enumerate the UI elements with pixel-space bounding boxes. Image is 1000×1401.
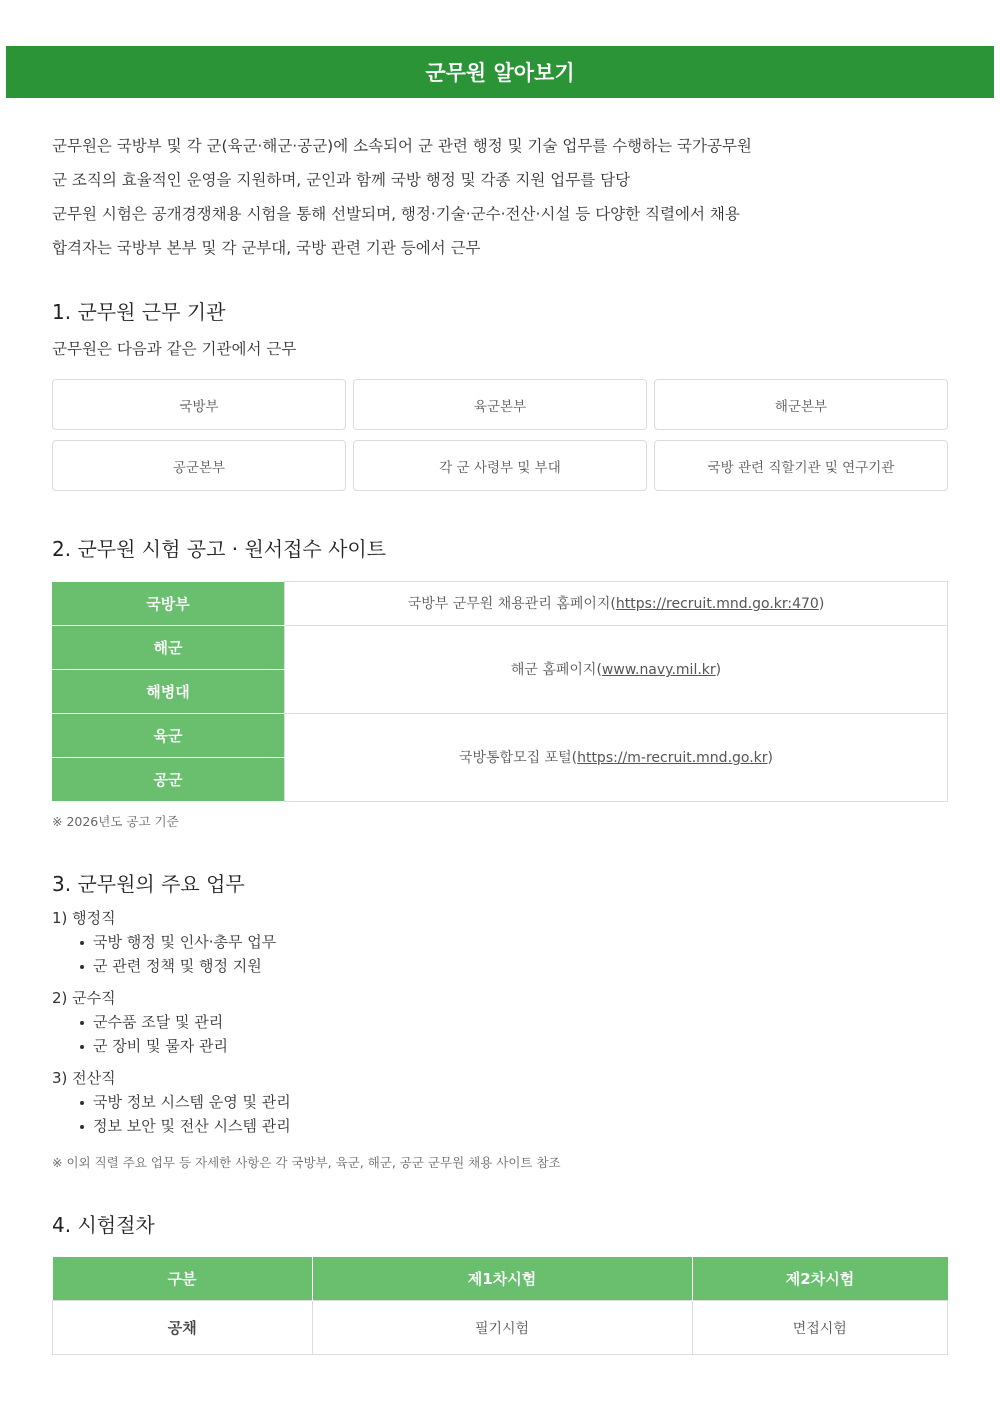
duty-group xyxy=(52,986,948,1058)
site-link-navy[interactable]: www.navy.mil.kr xyxy=(601,662,716,678)
intro-text xyxy=(52,131,948,267)
workplace-card: 해군본부 xyxy=(654,379,948,430)
duty-group xyxy=(52,1066,948,1138)
list-item: 국방 행정 및 인사·총무 업무 xyxy=(93,930,948,954)
duties-note: ※ 이외 직렬 주요 업무 등 자세한 사항은 각 국방부, 육군, 해군, 공군 군무원 채용 사이트 참조 xyxy=(52,1155,561,1170)
section-title-workplaces: 1. 군무원 근무 기관 xyxy=(52,300,226,324)
table-row xyxy=(52,582,948,626)
intro-line: 군무원 시험은 공개경쟁채용 시험을 통해 선발되며, 행정·기술·군수·전산·시설 등 다양한 직렬에서 채용 xyxy=(52,205,740,223)
list-item: 군수품 조달 및 관리 xyxy=(93,1010,948,1034)
table-header: 제1차시험 xyxy=(312,1257,692,1301)
site-cell-mnd xyxy=(285,582,948,626)
duty-group xyxy=(52,906,948,978)
list-item: 군 관련 정책 및 행정 지원 xyxy=(93,954,948,978)
workplace-card: 육군본부 xyxy=(353,379,647,430)
site-text: 국방부 군무원 채용관리 홈페이지( xyxy=(407,596,616,613)
workplace-card: 국방 관련 직할기관 및 연구기관 xyxy=(654,440,948,491)
table-header: 제2차시험 xyxy=(692,1257,948,1301)
section-desc-workplaces: 군무원은 다음과 같은 기관에서 근무 xyxy=(52,340,297,358)
site-head-mnd: 국방부 xyxy=(52,582,285,626)
section-title-duties: 3. 군무원의 주요 업무 xyxy=(52,872,245,896)
site-head-army: 육군 xyxy=(52,713,285,757)
table-cell: 공채 xyxy=(53,1301,313,1355)
site-link-mnd[interactable]: https://recruit.mnd.go.kr:470 xyxy=(615,596,819,613)
list-item: 국방 정보 시스템 운영 및 관리 xyxy=(93,1090,948,1114)
table-cell: 필기시험 xyxy=(312,1301,692,1355)
duty-label: 1) 행정직 xyxy=(52,909,116,927)
site-link-recruit[interactable]: https://m-recruit.mnd.go.kr xyxy=(577,750,768,766)
intro-line: 군무원은 국방부 및 각 군(육군·해군·공군)에 소속되어 군 관련 행정 및 기술 업무를 수행하는 국가공무원 xyxy=(52,137,752,155)
banner-title: 군무원 알아보기 xyxy=(425,61,575,85)
site-head-airforce: 공군 xyxy=(52,757,285,801)
site-text-close: ) xyxy=(767,750,774,766)
duty-label: 2) 군수직 xyxy=(52,989,116,1007)
table-row xyxy=(52,625,948,669)
table-row xyxy=(53,1301,948,1355)
site-text-close: ) xyxy=(818,596,825,613)
table-cell: 면접시험 xyxy=(692,1301,948,1355)
table-row xyxy=(52,713,948,757)
section-title-sites: 2. 군무원 시험 공고 · 원서접수 사이트 xyxy=(52,537,387,561)
site-cell-army-airforce xyxy=(285,713,948,801)
intro-line: 군 조직의 효율적인 운영을 지원하며, 군인과 함께 국방 행정 및 각종 지원 업무를 담당 xyxy=(52,171,631,189)
section-title-procedure: 4. 시험절차 xyxy=(52,1213,155,1237)
procedure-table xyxy=(52,1257,948,1355)
duty-label: 3) 전산직 xyxy=(52,1069,116,1087)
table-header-row xyxy=(53,1257,948,1301)
site-text: 국방통합모집 포털( xyxy=(458,750,578,766)
duties-list xyxy=(52,906,948,1146)
workplace-card: 국방부 xyxy=(52,379,346,430)
site-text: 해군 홈페이지( xyxy=(510,662,602,678)
page-banner xyxy=(6,46,994,98)
workplace-card: 각 군 사령부 및 부대 xyxy=(353,440,647,491)
intro-line: 합격자는 국방부 본부 및 각 군부대, 국방 관련 기관 등에서 근무 xyxy=(52,239,481,257)
sites-table xyxy=(52,581,948,802)
site-cell-navy xyxy=(285,625,948,713)
workplace-card: 공군본부 xyxy=(52,440,346,491)
table-header: 구분 xyxy=(53,1257,313,1301)
site-head-navy: 해군 xyxy=(52,625,285,669)
workplace-grid xyxy=(52,379,948,491)
site-head-marines: 해병대 xyxy=(52,669,285,713)
site-text-close: ) xyxy=(715,662,722,678)
sites-note: ※ 2026년도 공고 기준 xyxy=(52,814,179,829)
list-item: 군 장비 및 물자 관리 xyxy=(93,1034,948,1058)
list-item: 정보 보안 및 전산 시스템 관리 xyxy=(93,1114,948,1138)
